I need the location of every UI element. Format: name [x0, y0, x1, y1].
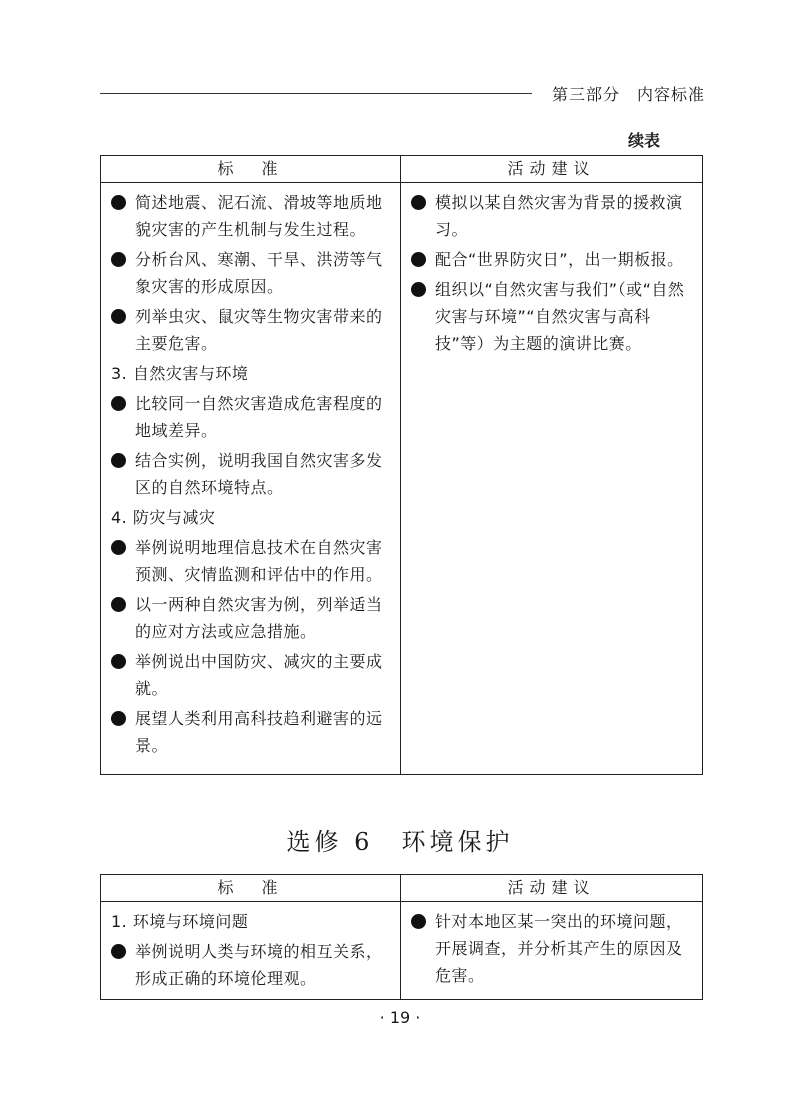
list-item-text: 以一两种自然灾害为例，列举适当的应对方法或应急措施。	[135, 595, 383, 641]
standard-cell	[101, 902, 401, 1000]
standard-cell	[101, 183, 401, 775]
activity-cell	[401, 183, 703, 775]
bullet-icon	[111, 396, 126, 411]
column-header-standard: 标 准	[101, 156, 401, 183]
bullet-icon	[111, 654, 126, 669]
subsection-heading: 1. 环境与环境问题	[111, 912, 249, 931]
bullet-icon	[111, 252, 126, 267]
subsection-heading: 4. 防灾与减灾	[111, 508, 216, 527]
bullet-icon	[111, 453, 126, 468]
bullet-icon	[111, 711, 126, 726]
table-row	[101, 183, 703, 775]
list-item	[111, 447, 392, 501]
list-item-text: 配合“世界防灾日”，出一期板报。	[435, 250, 684, 269]
bullet-icon	[111, 309, 126, 324]
bullet-icon	[411, 914, 426, 929]
list-item	[111, 303, 392, 357]
list-item-text: 举例说出中国防灾、减灾的主要成就。	[135, 652, 383, 698]
list-item-text: 模拟以某自然灾害为背景的援救演习。	[435, 193, 683, 239]
list-item	[111, 189, 392, 243]
list-item	[111, 705, 392, 759]
list-item-text: 举例说明地理信息技术在自然灾害预测、灾情监测和评估中的作用。	[135, 538, 383, 584]
list-item	[111, 591, 392, 645]
list-item-text: 组织以“自然灾害与我们”（或“自然灾害与环境”“自然灾害与高科技”等）为主题的演讲比赛。	[435, 280, 685, 353]
list-item-text: 简述地震、泥石流、滑坡等地质地貌灾害的产生机制与发生过程。	[135, 193, 383, 239]
header-rule	[100, 93, 532, 94]
bullet-icon	[411, 195, 426, 210]
list-item	[411, 908, 694, 989]
list-item-text: 结合实例，说明我国自然灾害多发区的自然环境特点。	[135, 451, 383, 497]
activity-list	[401, 902, 702, 996]
list-item	[111, 390, 392, 444]
list-item-text: 比较同一自然灾害造成危害程度的地域差异。	[135, 394, 383, 440]
section-title: 选修 6 环境保护	[286, 828, 514, 856]
bullet-icon	[111, 540, 126, 555]
list-item	[111, 534, 392, 588]
bullet-icon	[111, 195, 126, 210]
bullet-icon	[411, 252, 426, 267]
column-header-standard: 标 准	[101, 875, 401, 902]
list-item-text: 针对本地区某一突出的环境问题，开展调查，并分析其产生的原因及危害。	[435, 912, 683, 985]
activity-cell	[401, 902, 703, 1000]
list-item-text: 举例说明人类与环境的相互关系，形成正确的环境伦理观。	[135, 942, 383, 988]
table-header-row	[101, 156, 703, 183]
standard-list	[101, 902, 400, 999]
standards-table-environment	[100, 874, 703, 1000]
column-header-activity: 活动建议	[401, 156, 703, 183]
list-item	[411, 189, 694, 243]
list-item-text: 展望人类利用高科技趋利避害的远景。	[135, 709, 383, 755]
standards-table-continued	[100, 155, 703, 775]
list-item-text: 列举虫灾、鼠灾等生物灾害带来的主要危害。	[135, 307, 383, 353]
activity-list	[401, 183, 702, 364]
standard-list	[101, 183, 400, 766]
subsection-heading: 3. 自然灾害与环境	[111, 364, 249, 383]
bullet-icon	[111, 944, 126, 959]
bullet-icon	[111, 597, 126, 612]
list-item	[411, 246, 694, 273]
table-header-row	[101, 875, 703, 902]
continued-label: 续表	[628, 131, 661, 150]
running-header: 第三部分 内容标准	[552, 85, 706, 104]
column-header-activity: 活动建议	[401, 875, 703, 902]
list-item	[111, 648, 392, 702]
list-item-text: 分析台风、寒潮、干旱、洪涝等气象灾害的形成原因。	[135, 250, 383, 296]
bullet-icon	[411, 282, 426, 297]
list-item	[111, 938, 392, 992]
list-item	[411, 276, 694, 357]
table-row	[101, 902, 703, 1000]
page-number: · 19 ·	[379, 1008, 421, 1027]
list-item	[111, 246, 392, 300]
